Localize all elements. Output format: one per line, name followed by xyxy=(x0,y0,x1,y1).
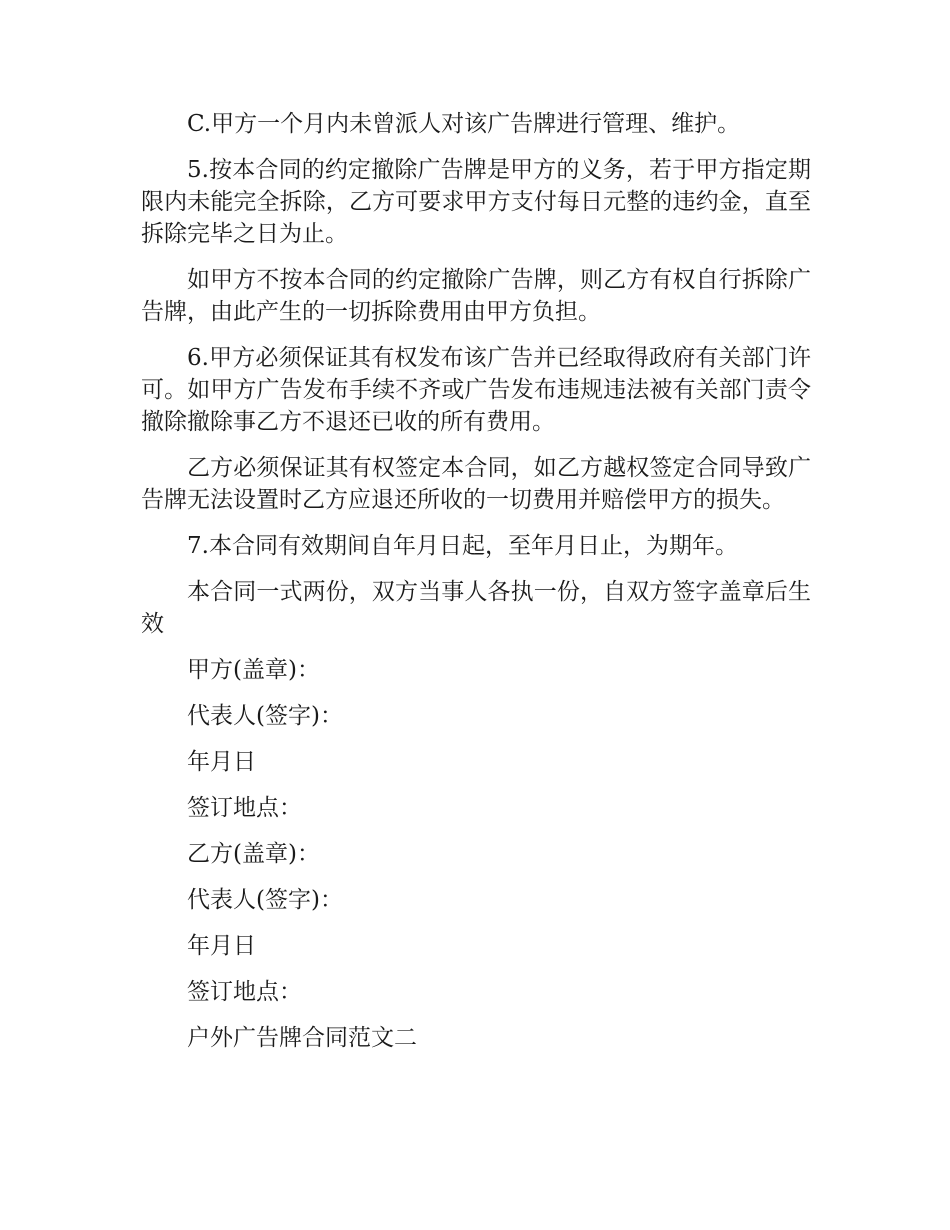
clause-6-party-a-guarantee: 6.甲方必须保证其有权发布该广告并已经取得政府有关部门许可。如甲方广告发布手续不齐或广告发布违规违法被有关部门责令撤除撤除事乙方不退还已收的所有费用。 xyxy=(141,345,811,435)
party-a-location-line: 签订地点： xyxy=(187,795,302,821)
clause-5-removal-obligation: 5.按本合同的约定撤除广告牌是甲方的义务，若于甲方指定期限内未能完全拆除，乙方可要求甲方支付每日元整的违约金，直至拆除完毕之日为止。 xyxy=(141,157,811,247)
party-a-seal-line: 甲方(盖章)： xyxy=(187,657,320,683)
clause-c-maintenance: C.甲方一个月内未曾派人对该广告牌进行管理、维护。 xyxy=(187,111,741,137)
party-a-date-line: 年月日 xyxy=(187,749,256,775)
clause-5-self-removal: 如甲方不按本合同的约定撤除广告牌，则乙方有权自行拆除广告牌，由此产生的一切拆除费用由甲方负担。 xyxy=(141,267,811,325)
next-section-heading: 户外广告牌合同范文二 xyxy=(187,1025,417,1051)
party-b-seal-line: 乙方(盖章)： xyxy=(187,841,320,867)
clause-6-party-b-guarantee: 乙方必须保证其有权签定本合同，如乙方越权签定合同导致广告牌无法设置时乙方应退还所收的一切费用并赔偿甲方的损失。 xyxy=(141,455,811,513)
party-a-representative-line: 代表人(签字)： xyxy=(187,703,343,729)
party-b-representative-line: 代表人(签字)： xyxy=(187,887,343,913)
clause-7-validity-period: 7.本合同有效期间自年月日起，至年月日止，为期年。 xyxy=(187,533,738,559)
document-body xyxy=(141,108,811,1068)
party-b-date-line: 年月日 xyxy=(187,933,256,959)
copies-and-effect: 本合同一式两份，双方当事人各执一份，自双方签字盖章后生效 xyxy=(141,579,811,637)
party-b-location-line: 签订地点： xyxy=(187,979,302,1005)
